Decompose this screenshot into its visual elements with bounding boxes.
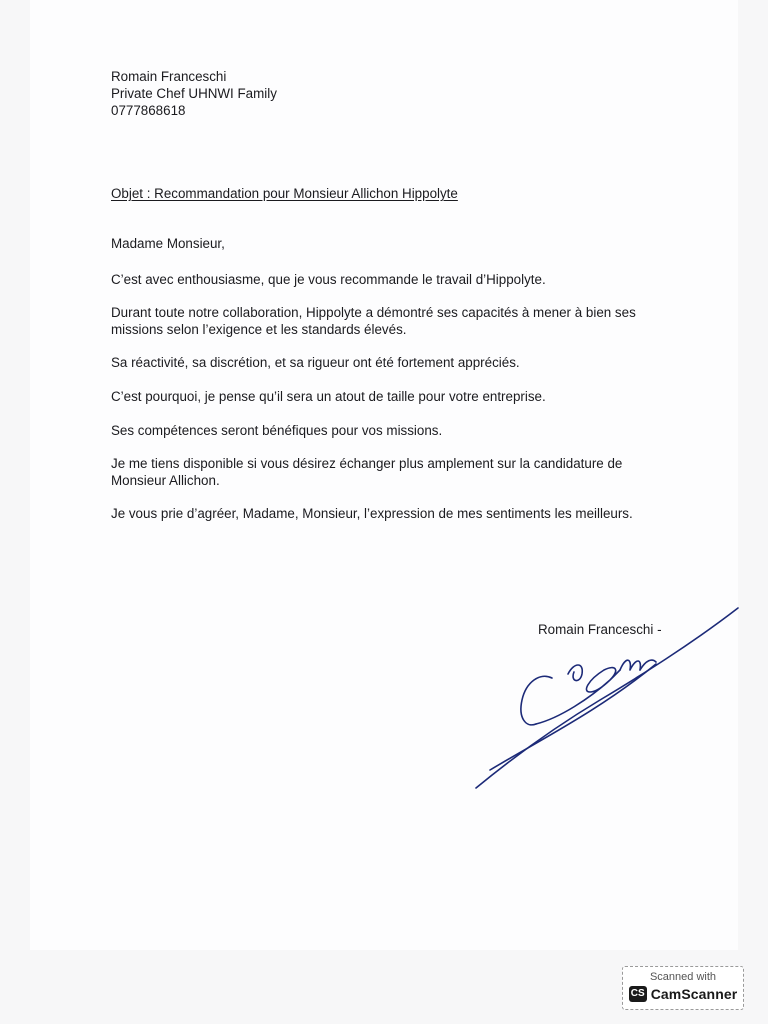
paragraph-6: Je me tiens disponible si vous désirez échanger plus amplement sur la candidature de Monsieur Allichon. [111,456,623,488]
signature-name: Romain Franceschi - [538,622,662,637]
camscanner-logo-icon: CS [629,986,647,1002]
camscanner-badge [622,966,744,1010]
paragraph-1: C’est avec enthousiasme, que je vous recommande le travail d’Hippolyte. [111,272,546,287]
sender-title: Private Chef UHNWI Family [111,86,277,101]
salutation: Madame Monsieur, [111,236,225,251]
paragraph-2: Durant toute notre collaboration, Hippolyte a démontré ses capacités à mener à bien ses missions selon l’exigence et les standards élevés. [111,305,636,337]
scanner-brand [623,986,743,1002]
sender-name: Romain Franceschi [111,69,227,84]
paragraph-4: C’est pourquoi, je pense qu’il sera un atout de taille pour votre entreprise. [111,389,546,404]
scanner-caption: Scanned with [649,971,717,983]
paragraph-5: Ses compétences seront bénéfiques pour vos missions. [111,423,443,438]
scanner-brand-name: CamScanner [650,986,738,1002]
paragraph-3: Sa réactivité, sa discrétion, et sa rigueur ont été fortement appréciés. [111,355,520,370]
paragraph-7: Je vous prie d’agréer, Madame, Monsieur, l’expression de mes sentiments les meilleurs. [111,506,633,521]
sender-block [111,68,671,119]
handwritten-signature [470,600,745,800]
sender-phone: 0777868618 [111,103,186,118]
subject-line: Objet : Recommandation pour Monsieur Allichon Hippolyte [111,186,458,201]
